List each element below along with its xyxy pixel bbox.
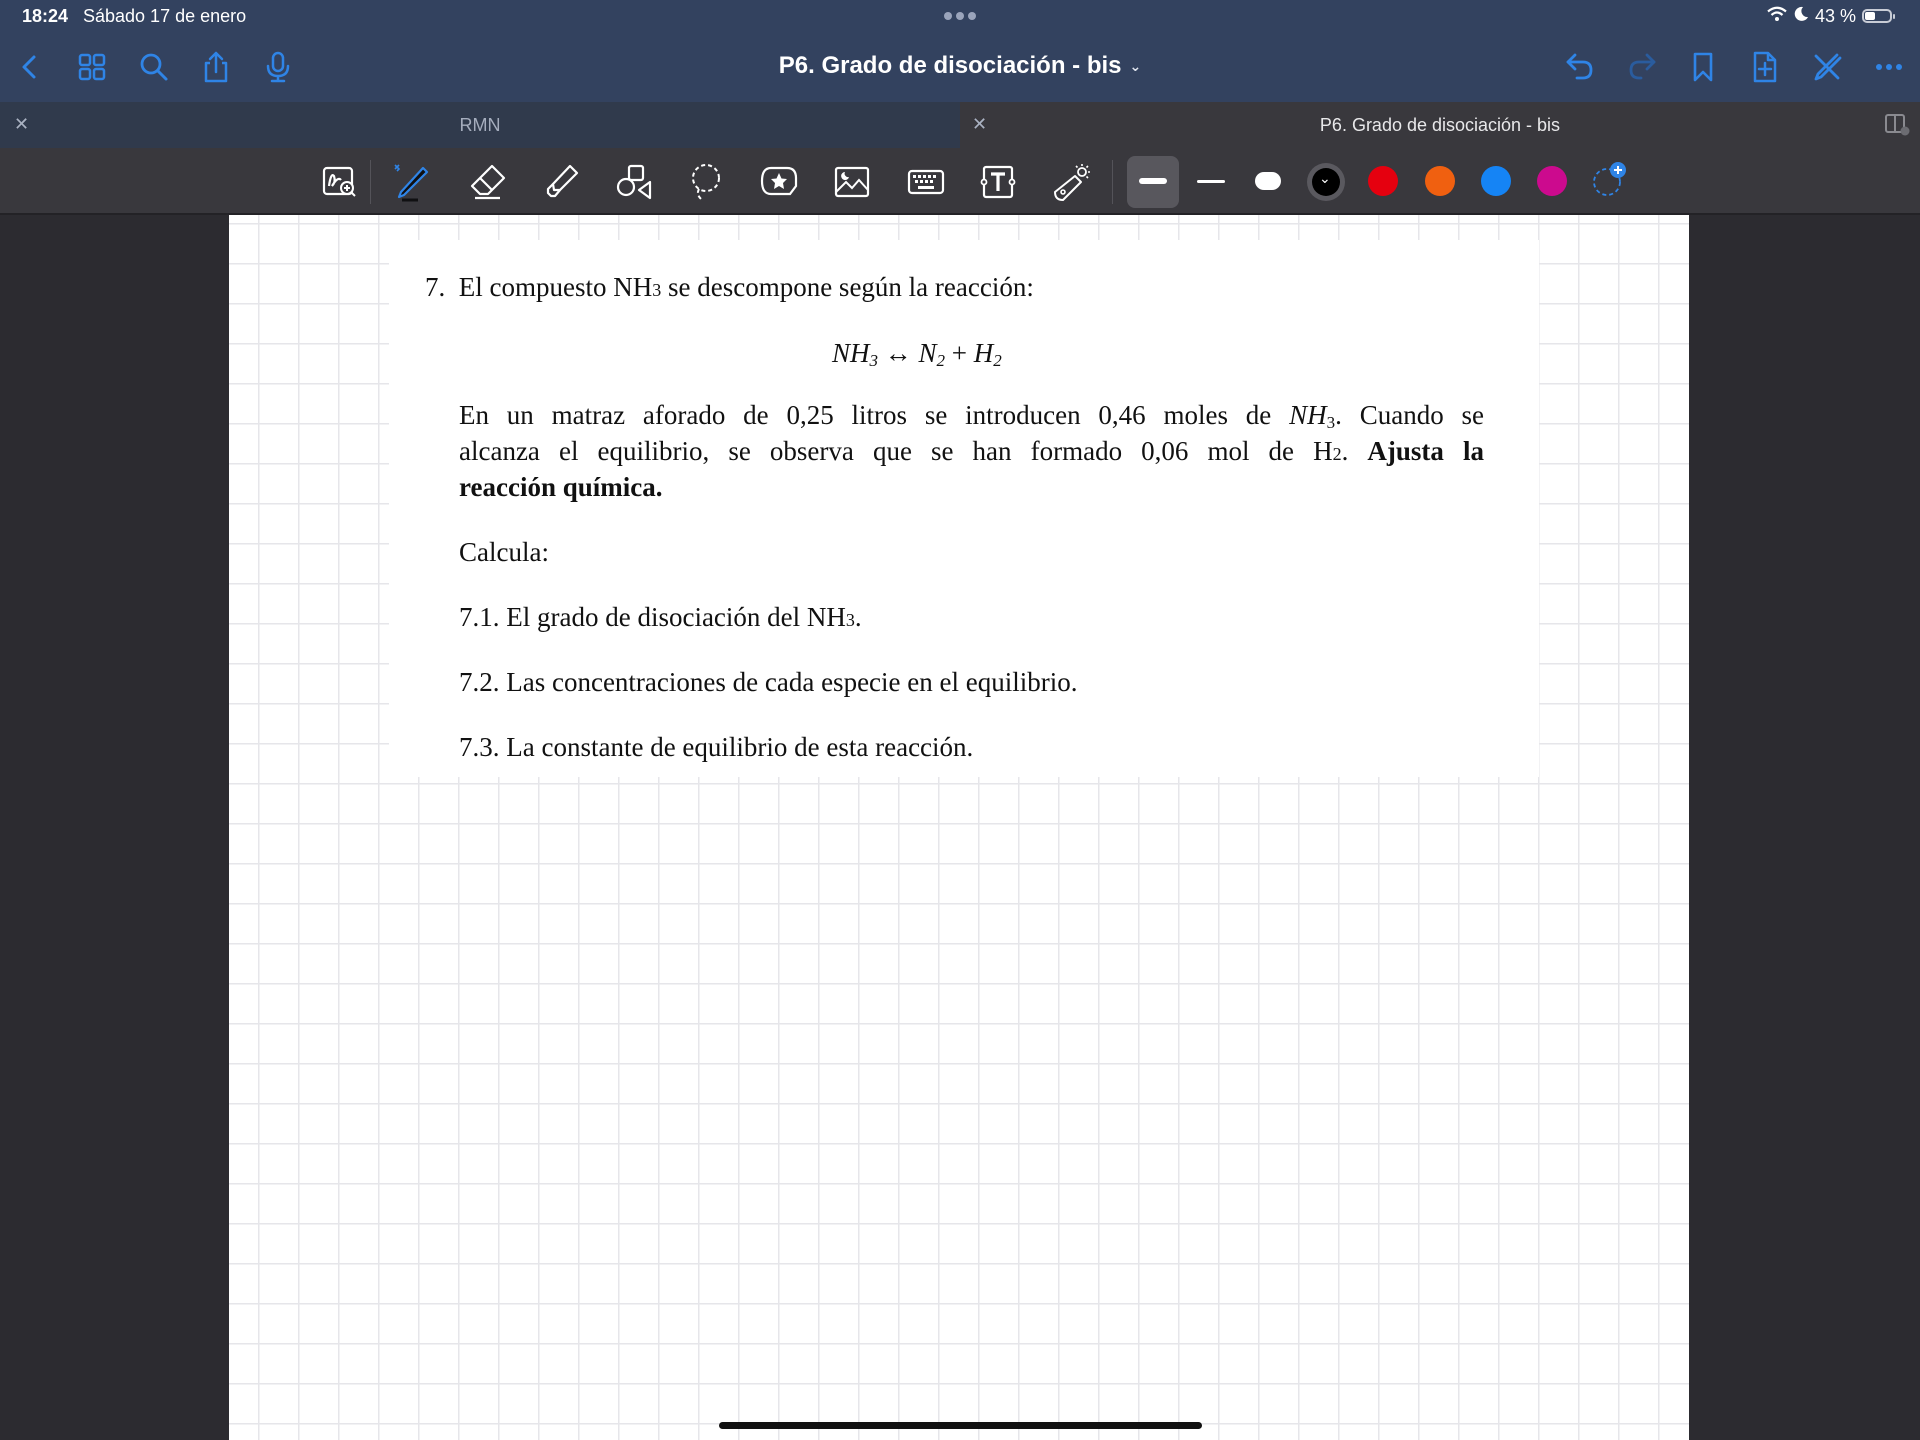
- bookmark-icon: [1686, 50, 1720, 84]
- shapes-icon: [613, 162, 653, 202]
- laser-pointer-icon: [1051, 162, 1091, 202]
- pen-icon: [390, 162, 430, 202]
- tab-label: RMN: [459, 115, 501, 135]
- color-swatch-orange[interactable]: [1425, 166, 1455, 196]
- intro-rest: se descompone según la reacción:: [661, 272, 1034, 302]
- zoom-window-icon: [320, 162, 360, 202]
- eq-arrow: ↔: [884, 338, 912, 368]
- exit-pen-mode-button[interactable]: [1807, 47, 1847, 87]
- thickness-round-option[interactable]: [1255, 172, 1281, 190]
- pen-tool[interactable]: [388, 160, 432, 204]
- para-text: . Cuando se: [1335, 400, 1485, 430]
- keyboard-icon: [906, 162, 946, 202]
- tab-p6-grado[interactable]: [960, 102, 1920, 148]
- add-page-icon: [1748, 50, 1782, 84]
- color-swatch-blue[interactable]: [1481, 166, 1511, 196]
- paragraph-line-1: [459, 400, 1484, 433]
- para-math: NH: [1289, 400, 1327, 430]
- reaction-equation: [832, 338, 1002, 371]
- redo-icon: [1625, 50, 1659, 84]
- thickness-thick-option[interactable]: [1139, 178, 1167, 184]
- document-title: P6. Grado de disociación - bis: [778, 52, 1122, 79]
- para-text: .: [1341, 436, 1368, 466]
- q1-subscript: 3: [845, 610, 855, 630]
- para-text: alcanza el equilibrio, se observa que se han formado 0,06 mol de H: [459, 436, 1333, 466]
- add-color-button[interactable]: [1590, 160, 1630, 205]
- color-swatch-magenta[interactable]: [1537, 166, 1567, 196]
- redo-button[interactable]: [1622, 47, 1662, 87]
- highlighter-tool[interactable]: [538, 160, 582, 204]
- q1-period: .: [854, 602, 862, 632]
- pasted-problem-image[interactable]: [389, 240, 1539, 777]
- close-tab-icon[interactable]: ✕: [14, 114, 30, 134]
- question-7-2: 7.2. Las concentraciones de cada especie en el equilibrio.: [459, 667, 1078, 697]
- tab-bar: [0, 102, 1920, 148]
- eq-r1: N: [918, 338, 937, 368]
- eraser-tool[interactable]: [465, 160, 509, 204]
- battery-icon: [1862, 9, 1892, 23]
- zoom-window-tool[interactable]: [318, 160, 362, 204]
- add-color-icon: [1590, 160, 1630, 200]
- para-bold: reacción química.: [459, 472, 663, 502]
- q1-text: 7.1. El grado de disociación del NH: [459, 602, 846, 632]
- sticker-icon: [759, 162, 799, 202]
- calcula-label: Calcula:: [459, 537, 549, 567]
- undo-icon: [1563, 50, 1597, 84]
- notebook-page[interactable]: [229, 215, 1689, 1440]
- question-7-3: 7.3. La constante de equilibrio de esta reacción.: [459, 732, 974, 762]
- problem-heading: [425, 272, 1034, 303]
- close-tab-icon[interactable]: ✕: [972, 114, 988, 134]
- intro-subscript: 3: [652, 280, 662, 300]
- battery-percent: 43 %: [1814, 5, 1856, 26]
- more-button[interactable]: [1869, 47, 1909, 87]
- bookmark-button[interactable]: [1683, 47, 1723, 87]
- eq-lhs: NH: [832, 338, 870, 368]
- chevron-down-icon: ⌄: [1319, 170, 1331, 186]
- question-7-1: [459, 602, 862, 633]
- status-indicators: [1767, 4, 1892, 28]
- paragraph-line-3: [459, 472, 662, 503]
- eq-r1-sub: 2: [936, 351, 946, 370]
- drawing-toolbar: [0, 148, 1920, 215]
- para-bold: Ajusta la: [1367, 436, 1484, 466]
- multitasking-dots[interactable]: [944, 12, 978, 22]
- keyboard-tool[interactable]: [904, 160, 948, 204]
- eraser-icon: [467, 162, 507, 202]
- pen-off-icon: [1810, 50, 1844, 84]
- lasso-icon: [686, 162, 726, 202]
- text-tool[interactable]: [976, 160, 1020, 204]
- status-date: Sábado 17 de enero: [83, 6, 247, 26]
- moon-icon: [1793, 6, 1809, 27]
- status-time: 18:24: [22, 6, 69, 26]
- para-subscript: 2: [1332, 444, 1342, 464]
- add-page-button[interactable]: [1745, 47, 1785, 87]
- eq-r2-sub: 2: [993, 351, 1002, 370]
- para-text: En un matraz aforado de 0,25 litros se introducen 0,46 moles de: [459, 400, 1290, 430]
- shapes-tool[interactable]: [611, 160, 655, 204]
- lasso-tool[interactable]: [684, 160, 728, 204]
- intro-text: El compuesto NH: [458, 272, 653, 302]
- more-icon: [1872, 50, 1906, 84]
- highlighter-icon: [540, 162, 580, 202]
- wifi-icon: [1767, 6, 1787, 27]
- image-tool[interactable]: [830, 160, 874, 204]
- laser-pointer-tool[interactable]: [1049, 160, 1093, 204]
- split-view-icon[interactable]: [1884, 112, 1910, 141]
- image-icon: [832, 162, 872, 202]
- para-math-sub: 3: [1326, 413, 1336, 432]
- undo-button[interactable]: [1560, 47, 1600, 87]
- tab-rmn[interactable]: [0, 102, 960, 148]
- problem-number: 7.: [425, 272, 446, 302]
- thickness-medium-option[interactable]: [1197, 180, 1225, 183]
- paragraph-line-2: [459, 436, 1484, 467]
- app-header: [0, 0, 1920, 102]
- eq-lhs-sub: 3: [869, 351, 879, 370]
- tab-label: P6. Grado de disociación - bis: [1319, 115, 1561, 135]
- eq-plus: +: [951, 338, 968, 368]
- color-swatch-red[interactable]: [1368, 166, 1398, 196]
- chevron-down-icon: ⌄: [1129, 58, 1142, 75]
- eq-r2: H: [973, 338, 994, 368]
- sticker-tool[interactable]: [757, 160, 801, 204]
- home-indicator[interactable]: [719, 1422, 1202, 1429]
- text-box-icon: [978, 162, 1018, 202]
